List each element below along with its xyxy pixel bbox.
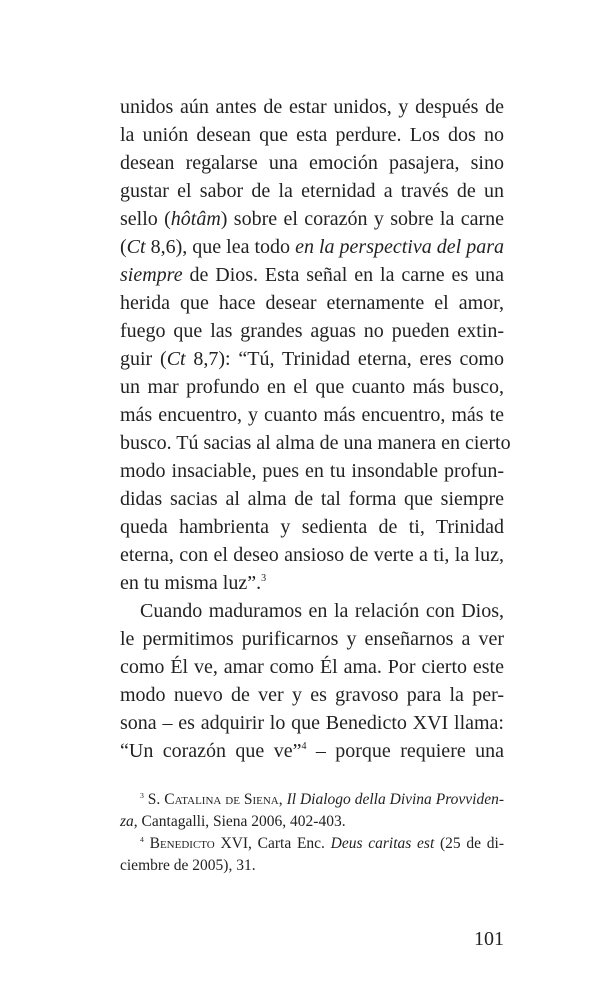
body-line (120, 149, 504, 177)
footnote-line (120, 789, 504, 811)
body-line (120, 429, 511, 457)
body-line (120, 401, 504, 429)
body-line (120, 681, 504, 709)
body-line (120, 653, 504, 681)
text: fuego que las grandes aguas no pueden extin- (120, 320, 504, 342)
text: (25 de di- (434, 835, 504, 852)
text: sello ( (120, 208, 171, 230)
text: desean regalarse una emoción pasajera, sino (120, 152, 504, 174)
body-line (120, 233, 504, 261)
italic-text: hôtâm (170, 208, 221, 230)
body-line (120, 457, 504, 485)
small-caps-text: Catalina de Siena (164, 791, 279, 808)
text: guir ( (120, 348, 167, 370)
text: 8,6), que lea todo (145, 236, 296, 258)
italic-text: Il Dialogo della Divina Provviden- (286, 791, 505, 808)
text: le permitimos purificarnos y enseñarnos a ver (120, 628, 504, 650)
body-line (120, 205, 504, 233)
body-line (120, 373, 504, 401)
text: gustar el sabor de la eternidad a través de un (120, 180, 504, 202)
text: sona – es adquirir lo que Benedicto XVI llama: (120, 712, 504, 734)
body-line (120, 569, 504, 597)
footnote-ref: 3 (140, 790, 144, 800)
body-line (120, 261, 504, 289)
text: ( (120, 236, 127, 258)
text: ciembre de 2005), 31. (120, 857, 256, 874)
italic-text: za (120, 813, 134, 830)
text: en tu misma luz”. (120, 572, 262, 594)
text: S. (143, 791, 165, 808)
text: más encuentro, y cuanto más encuentro, más te (120, 404, 504, 426)
text: un mar profundo en el que cuanto más busco, (120, 376, 504, 398)
italic-text: Ct (126, 236, 146, 258)
body-line (120, 93, 504, 121)
text: eterna, con el deseo ansioso de verte a ti, la luz, (120, 544, 504, 566)
footnotes (120, 789, 504, 877)
text: “Un corazón que ve” (120, 740, 302, 762)
footnote-line (120, 833, 504, 855)
body-line (120, 513, 504, 541)
body-text (120, 93, 511, 765)
text: la unión desean que esta perdure. Los dos no (120, 124, 504, 146)
body-line (120, 485, 504, 513)
text: como Él ve, amar como Él ama. Por cierto este (120, 656, 504, 678)
italic-text: Deus caritas est (330, 835, 435, 852)
body-line (120, 177, 504, 205)
text: , (278, 791, 287, 808)
body-line (120, 317, 504, 345)
text: herida que hace desear eternamente el amor, (120, 292, 504, 314)
italic-text: en la perspectiva del para (295, 236, 504, 258)
body-line (120, 541, 504, 569)
italic-text: siempre (120, 264, 183, 286)
small-caps-text: Benedicto (149, 835, 215, 852)
text: 8,7): “Tú, Trinidad eterna, eres como (185, 348, 504, 370)
text: modo insaciable, pues en tu insondable profun- (120, 460, 504, 482)
footnote-line (120, 811, 504, 833)
text: queda hambrienta y sedienta de ti, Trinidad (120, 516, 504, 538)
italic-text: Ct (166, 348, 186, 370)
footnote-ref: 4 (301, 741, 307, 752)
body-line (120, 345, 504, 373)
body-line (120, 597, 504, 625)
body-line (120, 289, 504, 317)
body-line (120, 737, 504, 765)
text: unidos aún antes de estar unidos, y después de (120, 96, 504, 118)
text: – porque requiere una (306, 740, 505, 762)
body-line (120, 625, 504, 653)
body-line (120, 121, 504, 149)
text: XVI, Carta Enc. (214, 835, 331, 852)
body-line (120, 709, 504, 737)
text: de Dios. Esta señal en la carne es una (182, 264, 504, 286)
footnote-ref: 3 (261, 573, 267, 584)
footnote-ref: 4 (140, 834, 144, 844)
text: Cuando maduramos en la relación con Dios, (140, 600, 504, 622)
text: ) sobre el corazón y sobre la carne (220, 208, 505, 230)
text: , Cantagalli, Siena 2006, 402-403. (133, 813, 346, 830)
text: didas sacias al alma de tal forma que siempre (120, 488, 504, 510)
text: busco. Tú sacias al alma de una manera en cierto (120, 432, 511, 454)
footnote-line (120, 855, 504, 877)
page-number: 101 (474, 928, 504, 950)
text: modo nuevo de ver y es gravoso para la per- (120, 684, 504, 706)
